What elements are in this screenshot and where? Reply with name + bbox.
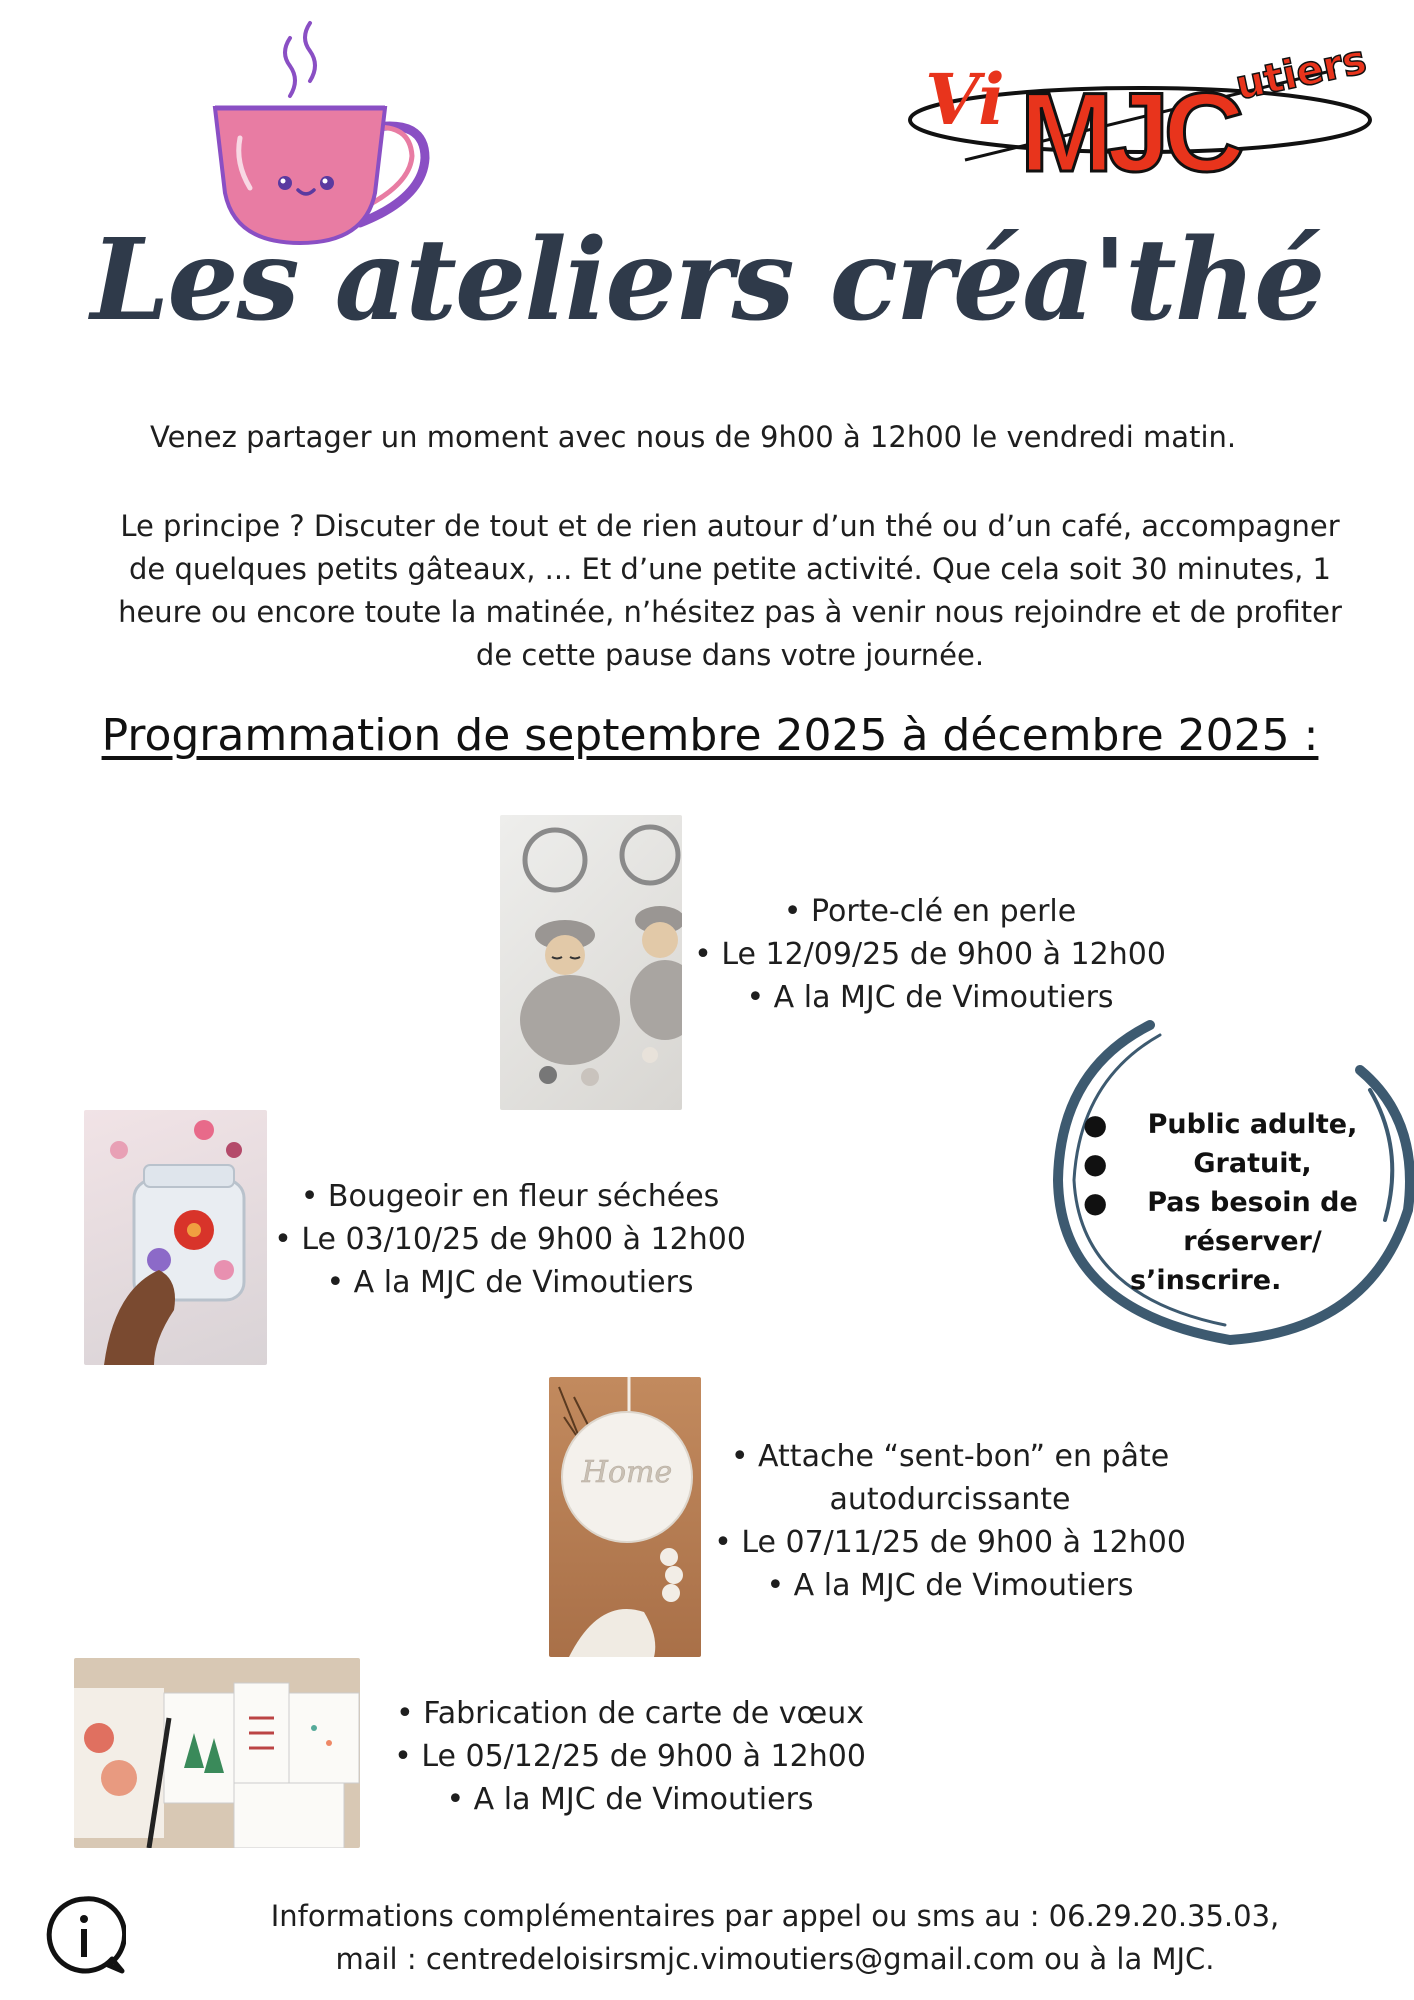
badge-bullets: ● ● ●: [1083, 1108, 1108, 1219]
event-3-name-cont: autodurcissante: [829, 1482, 1071, 1517]
event-4-date: • Le 05/12/25 de 9h00 à 12h00: [394, 1739, 866, 1774]
event-3-place: • A la MJC de Vimoutiers: [766, 1568, 1134, 1603]
event-2: [260, 1175, 760, 1304]
event-3: [700, 1435, 1200, 1607]
ornament-photo: [549, 1377, 701, 1657]
program-heading: Programmation de septembre 2025 à décembre 2025 :: [101, 710, 1319, 761]
keyring-photo: [500, 815, 682, 1110]
event-2-name: • Bougeoir en fleur séchées: [300, 1179, 720, 1214]
schedule-text: Venez partager un moment avec nous de 9h00 à 12h00 le vendredi matin.: [150, 420, 1237, 454]
event-4: [380, 1692, 880, 1821]
badge-line-4: réserver/: [1183, 1226, 1322, 1257]
logo-mjc: MJC: [1020, 70, 1239, 195]
event-4-name: • Fabrication de carte de vœux: [396, 1696, 864, 1731]
info-badge-text: [1130, 1105, 1375, 1300]
event-2-date: • Le 03/10/25 de 9h00 à 12h00: [274, 1222, 746, 1257]
candle-holder-photo: [84, 1110, 267, 1365]
logo-vi: Vi: [925, 58, 1005, 141]
cards-photo: [74, 1658, 360, 1848]
footer-info: [200, 1895, 1350, 1981]
badge-line-3: Pas besoin de: [1147, 1187, 1358, 1218]
page-title: Les ateliers créa'thé: [90, 215, 1324, 346]
event-4-place: • A la MJC de Vimoutiers: [446, 1782, 814, 1817]
event-1-name: • Porte-clé en perle: [783, 894, 1077, 929]
event-2-place: • A la MJC de Vimoutiers: [326, 1265, 694, 1300]
home-text: Home: [581, 1455, 673, 1490]
event-1-place: • A la MJC de Vimoutiers: [746, 980, 1114, 1015]
footer-line-2: mail : centredeloisirsmjc.vimoutiers@gmail.com ou à la MJC.: [335, 1942, 1215, 1976]
info-icon: [42, 1893, 126, 1977]
badge-line-5: s’inscrire.: [1130, 1265, 1282, 1296]
event-3-date: • Le 07/11/25 de 9h00 à 12h00: [714, 1525, 1186, 1560]
principle-text: Le principe ? Discuter de tout et de rien autour d’un thé ou d’un café, accompagner de quelques petits gâteaux, ... Et d’une petite activité. Que cela soit 30 minutes, 1 heure ou encore toute la matinée, n’hésitez pas à venir nous rejoindre et de profiter de cette pause dans votre journée.: [118, 509, 1342, 672]
footer-line-1: Informations complémentaires par appel ou sms au : 06.29.20.35.03,: [270, 1899, 1280, 1933]
badge-line-1: Public adulte,: [1147, 1109, 1358, 1140]
event-3-name: • Attache “sent-bon” en pâte: [730, 1439, 1170, 1474]
event-1-date: • Le 12/09/25 de 9h00 à 12h00: [694, 937, 1166, 972]
badge-line-2: Gratuit,: [1193, 1148, 1312, 1179]
event-1: [680, 890, 1180, 1019]
logo-utiers: utiers: [1231, 36, 1371, 110]
mjc-logo: [905, 36, 1375, 210]
